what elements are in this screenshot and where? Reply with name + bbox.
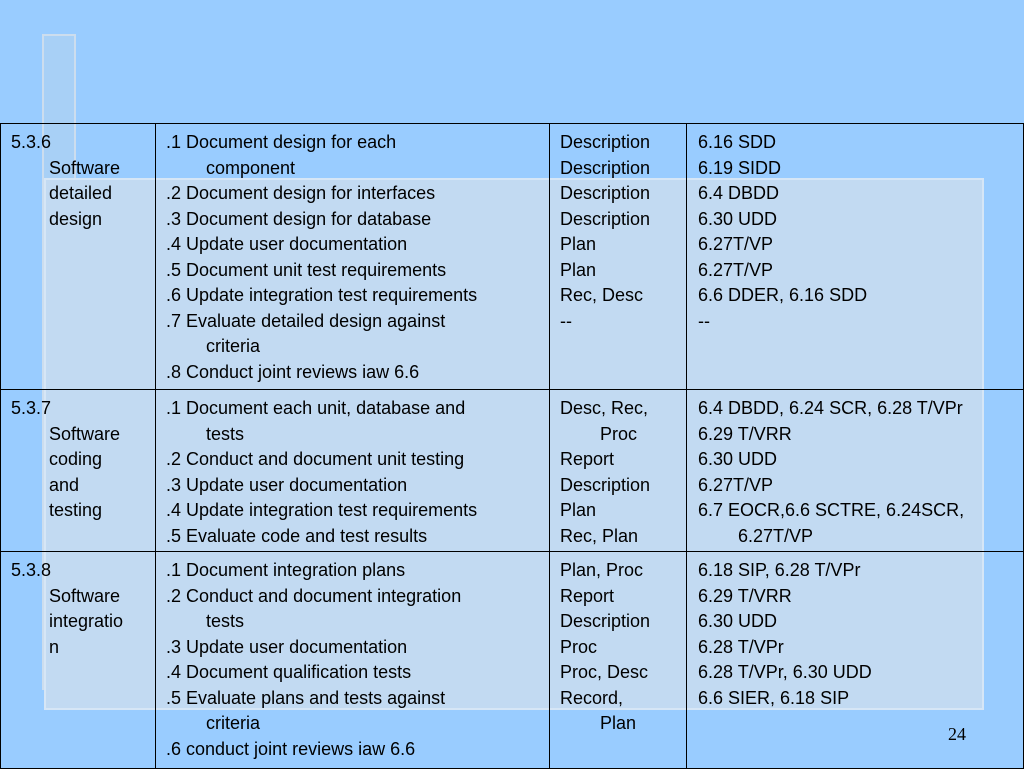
- task-line: .1 Document each unit, database and: [166, 398, 466, 418]
- task-line: .2 Conduct and document unit testing: [166, 449, 465, 469]
- type-line: Description: [560, 474, 651, 495]
- table-row: [1, 552, 1024, 769]
- type-line: Plan, Proc: [560, 560, 644, 580]
- task-line: .1 Document design for each: [166, 132, 397, 152]
- page-number: 24: [948, 724, 966, 744]
- task-line: .6 conduct joint reviews iaw 6.6: [166, 738, 416, 759]
- task-line: .5 Evaluate plans and tests against: [166, 687, 446, 708]
- reference-line: 6.6 DDER, 6.16 SDD: [698, 285, 868, 305]
- task-line: .2 Document design for interfaces: [166, 183, 436, 203]
- type-line: Record,: [560, 687, 624, 708]
- type-line: Plan: [600, 713, 637, 733]
- activity-title-line: Software: [49, 585, 121, 606]
- reference-line: 6.27T/VP: [738, 525, 814, 546]
- activity-cell: [1, 552, 156, 769]
- activity-title-line: Software: [49, 423, 121, 444]
- reference-cell: [687, 390, 1024, 552]
- activity-title-line: and: [49, 474, 80, 495]
- activity-title-line: testing: [49, 500, 103, 520]
- type-line: Description: [560, 611, 651, 631]
- task-line: .4 Update integration test requirements: [166, 500, 478, 520]
- task-line: .1 Document integration plans: [166, 560, 406, 580]
- type-line: Description: [560, 132, 651, 152]
- type-line: Report: [560, 449, 615, 469]
- task-line: criteria: [206, 336, 261, 356]
- activity-title-line: n: [49, 636, 60, 657]
- type-line: Description: [560, 183, 651, 203]
- reference-cell: [687, 552, 1024, 769]
- activity-title-line: design: [49, 208, 103, 229]
- reference-line: 6.30 UDD: [698, 449, 778, 469]
- task-line: .2 Conduct and document integration: [166, 585, 462, 606]
- type-line: Plan: [560, 259, 597, 280]
- type-line: Proc, Desc: [560, 662, 649, 682]
- type-line: Rec, Desc: [560, 285, 644, 305]
- reference-line: 6.19 SIDD: [698, 157, 782, 178]
- task-line: .6 Update integration test requirements: [166, 285, 478, 305]
- type-line: Description: [560, 208, 651, 229]
- type-line: Plan: [560, 234, 597, 254]
- task-line: .5 Document unit test requirements: [166, 259, 447, 280]
- task-line: component: [206, 157, 296, 178]
- reference-line: 6.16 SDD: [698, 132, 777, 152]
- type-line: Desc, Rec,: [560, 398, 649, 418]
- reference-line: 6.29 T/VRR: [698, 585, 792, 606]
- reference-line: 6.6 SIER, 6.18 SIP: [698, 687, 850, 708]
- activity-id: 5.3.7: [11, 398, 52, 418]
- process-table: [0, 123, 1024, 769]
- task-line: criteria: [206, 713, 261, 733]
- type-cell: [550, 552, 687, 769]
- type-line: Rec, Plan: [560, 525, 639, 546]
- type-line: Proc: [560, 636, 598, 657]
- activity-cell: [1, 390, 156, 552]
- tasks-cell: [156, 390, 550, 552]
- reference-cell: [687, 124, 1024, 390]
- reference-line: 6.27T/VP: [698, 234, 774, 254]
- task-line: .7 Evaluate detailed design against: [166, 310, 446, 331]
- table-row: [1, 124, 1024, 390]
- type-cell: [550, 124, 687, 390]
- reference-line: 6.29 T/VRR: [698, 423, 792, 444]
- type-cell: [550, 390, 687, 552]
- task-line: .3 Update user documentation: [166, 474, 408, 495]
- tasks-cell: [156, 552, 550, 769]
- reference-line: 6.4 DBDD: [698, 183, 780, 203]
- reference-line: 6.28 T/VPr, 6.30 UDD: [698, 662, 872, 682]
- reference-line: 6.7 EOCR,6.6 SCTRE, 6.24SCR,: [698, 500, 965, 520]
- reference-line: --: [698, 310, 710, 331]
- activity-cell: [1, 124, 156, 390]
- task-line: .3 Update user documentation: [166, 636, 408, 657]
- task-line: .3 Document design for database: [166, 208, 432, 229]
- task-line: .8 Conduct joint reviews iaw 6.6: [166, 361, 420, 382]
- type-line: --: [560, 310, 572, 331]
- reference-line: 6.28 T/VPr: [698, 636, 784, 657]
- type-line: Plan: [560, 500, 597, 520]
- tasks-cell: [156, 124, 550, 390]
- activity-id: 5.3.6: [11, 132, 52, 152]
- reference-line: 6.30 UDD: [698, 611, 778, 631]
- reference-line: 6.27T/VP: [698, 259, 774, 280]
- task-line: tests: [206, 611, 245, 631]
- reference-line: 6.18 SIP, 6.28 T/VPr: [698, 560, 861, 580]
- reference-line: 6.27T/VP: [698, 474, 774, 495]
- reference-line: 6.30 UDD: [698, 208, 778, 229]
- reference-line: 6.4 DBDD, 6.24 SCR, 6.28 T/VPr: [698, 398, 963, 418]
- task-line: .4 Document qualification tests: [166, 662, 412, 682]
- activity-title-line: Software: [49, 157, 121, 178]
- activity-title-line: detailed: [49, 183, 113, 203]
- task-line: .4 Update user documentation: [166, 234, 408, 254]
- type-line: Description: [560, 157, 651, 178]
- activity-id: 5.3.8: [11, 560, 52, 580]
- task-line: .5 Evaluate code and test results: [166, 525, 428, 546]
- type-line: Proc: [600, 423, 638, 444]
- table-row: [1, 390, 1024, 552]
- type-line: Report: [560, 585, 615, 606]
- task-line: tests: [206, 423, 245, 444]
- activity-title-line: integratio: [49, 611, 124, 631]
- activity-title-line: coding: [49, 449, 103, 469]
